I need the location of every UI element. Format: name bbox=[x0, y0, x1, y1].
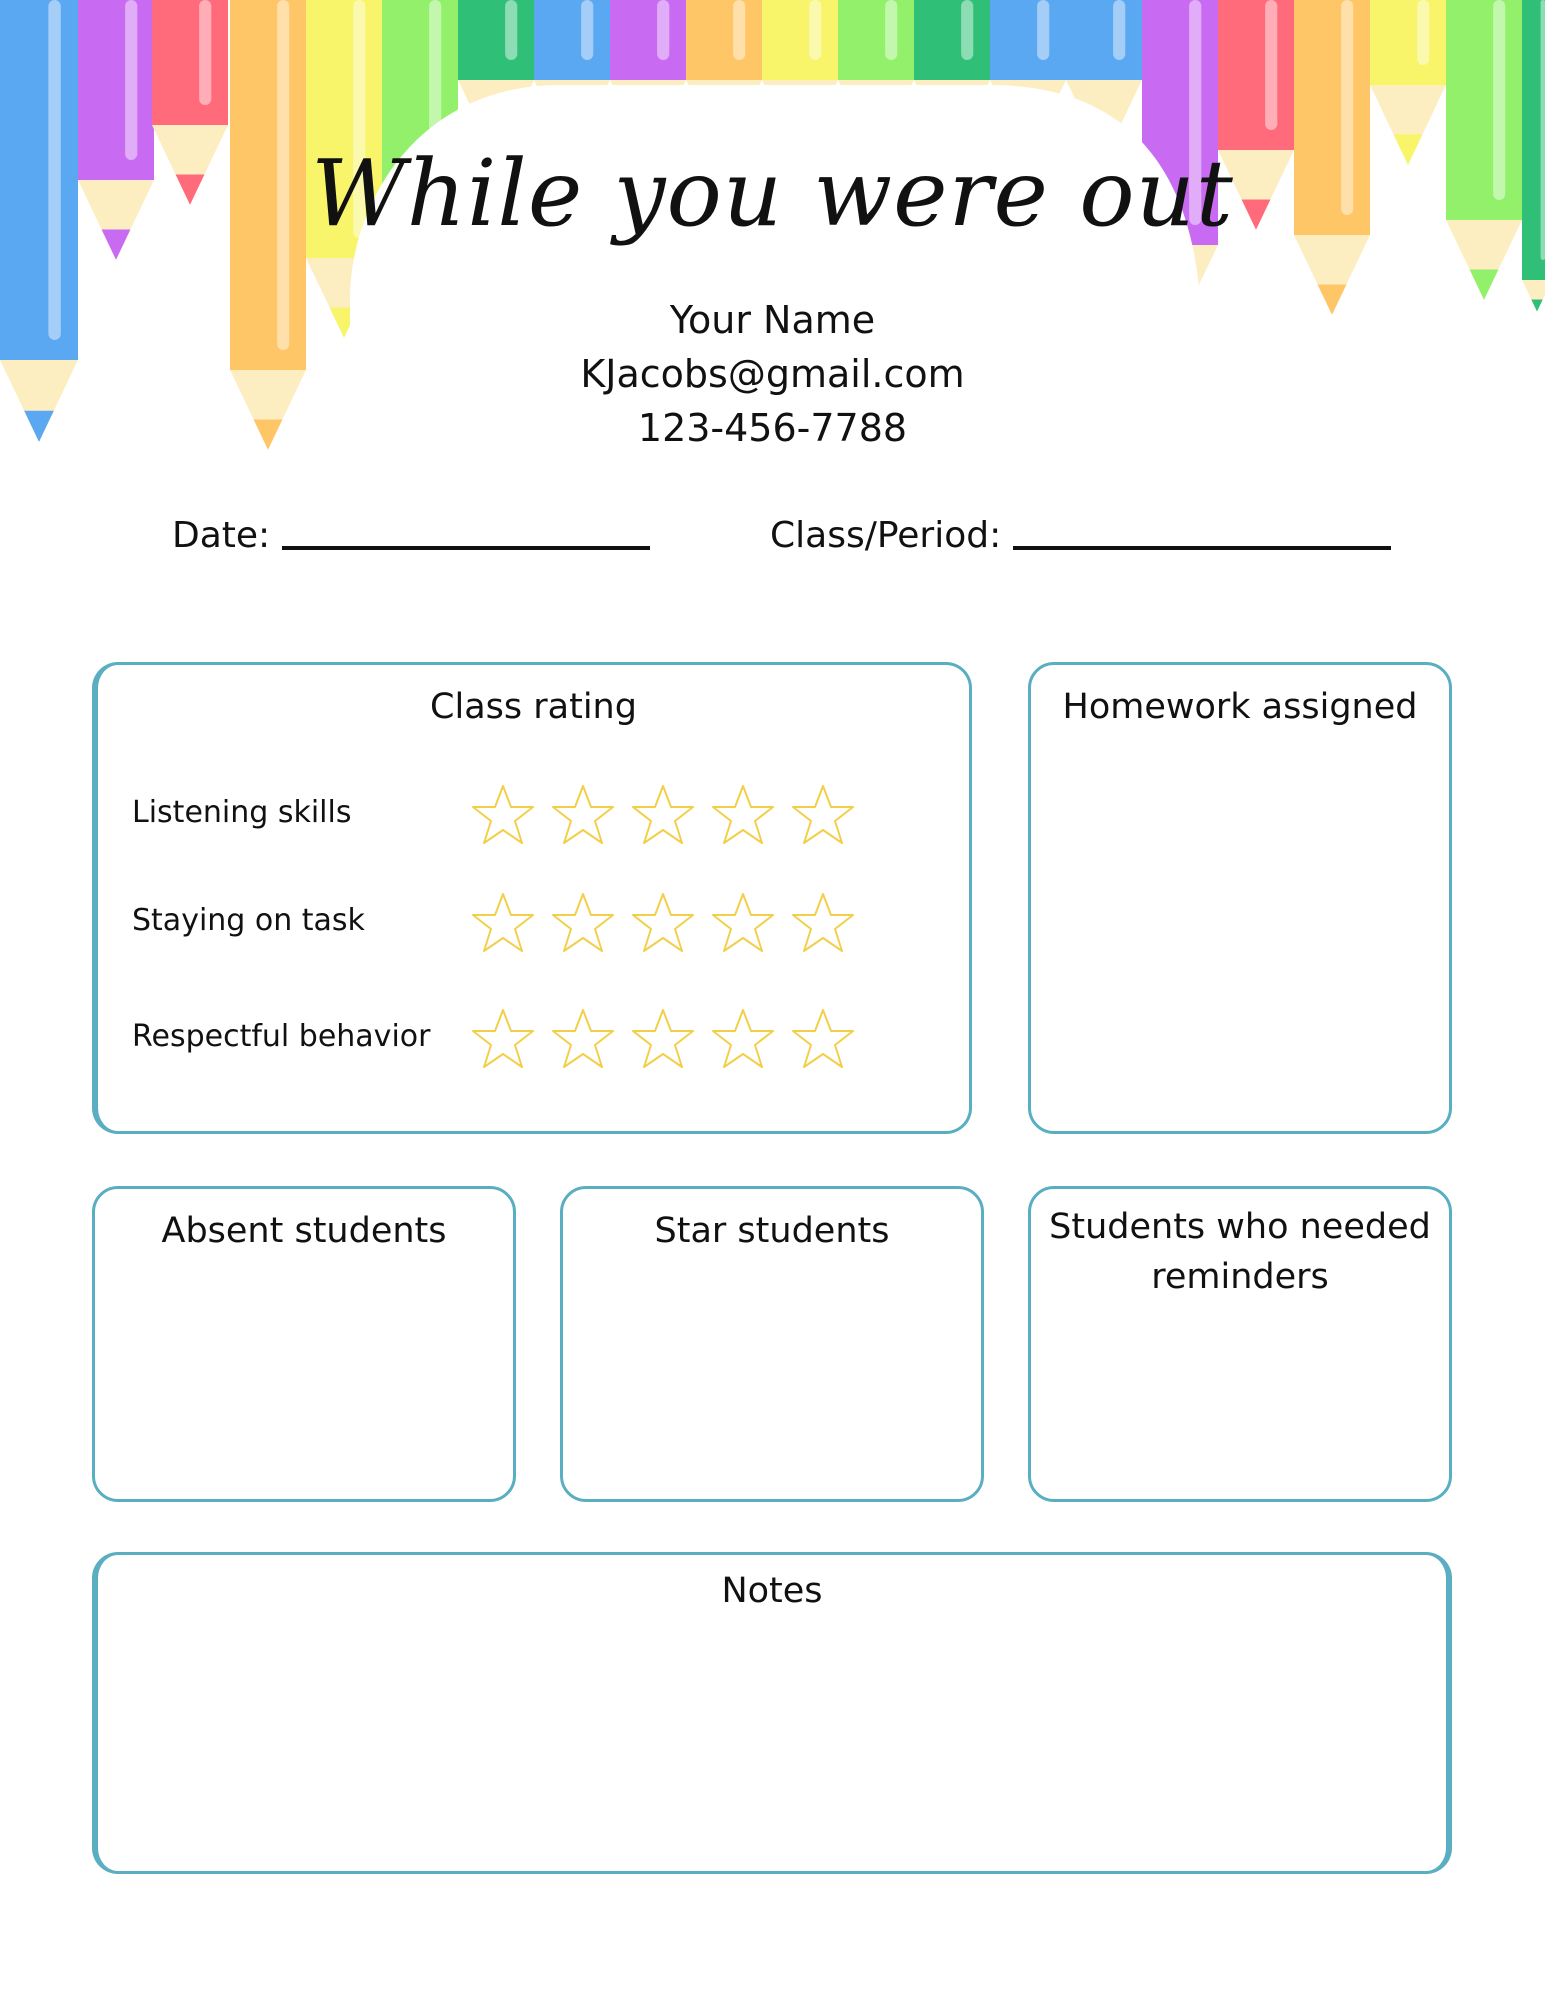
absent-students-title: Absent students bbox=[161, 1211, 447, 1251]
class-rating-box bbox=[92, 662, 972, 1134]
rating-label-respectful: Respectful behavior bbox=[132, 1019, 431, 1054]
stars-on-task bbox=[470, 891, 856, 957]
notes-box[interactable] bbox=[92, 1552, 1452, 1874]
rating-star-icon[interactable] bbox=[470, 1007, 536, 1073]
rating-star-icon[interactable] bbox=[710, 1007, 776, 1073]
class-period-line[interactable] bbox=[1013, 546, 1391, 550]
stars-respectful bbox=[470, 1007, 856, 1073]
date-label: Date: bbox=[172, 515, 271, 556]
rating-star-icon[interactable] bbox=[550, 783, 616, 849]
class-period-field bbox=[770, 515, 1391, 556]
rating-label-on-task: Staying on task bbox=[132, 903, 365, 938]
notes-title: Notes bbox=[721, 1571, 823, 1611]
rating-star-icon[interactable] bbox=[550, 1007, 616, 1073]
reminders-title-line2: reminders bbox=[1151, 1257, 1329, 1297]
reminders-title-line1: Students who needed bbox=[1049, 1207, 1431, 1247]
rating-star-icon[interactable] bbox=[470, 891, 536, 957]
date-field bbox=[172, 515, 650, 556]
teacher-name: Your Name bbox=[669, 298, 876, 342]
rating-star-icon[interactable] bbox=[630, 891, 696, 957]
absent-students-box[interactable] bbox=[92, 1186, 516, 1502]
rating-star-icon[interactable] bbox=[790, 1007, 856, 1073]
rating-star-icon[interactable] bbox=[550, 891, 616, 957]
page-title: While you were out bbox=[311, 140, 1234, 247]
class-rating-title: Class rating bbox=[430, 687, 637, 727]
star-students-box[interactable] bbox=[560, 1186, 984, 1502]
rating-star-icon[interactable] bbox=[710, 783, 776, 849]
rating-star-icon[interactable] bbox=[630, 1007, 696, 1073]
rating-star-icon[interactable] bbox=[630, 783, 696, 849]
rating-star-icon[interactable] bbox=[790, 891, 856, 957]
reminders-box[interactable] bbox=[1028, 1186, 1452, 1502]
rating-star-icon[interactable] bbox=[790, 783, 856, 849]
rating-label-listening: Listening skills bbox=[132, 795, 352, 830]
stars-listening bbox=[470, 783, 856, 849]
homework-box[interactable] bbox=[1028, 662, 1452, 1134]
homework-title: Homework assigned bbox=[1062, 687, 1418, 727]
date-line[interactable] bbox=[282, 546, 650, 550]
class-period-label: Class/Period: bbox=[770, 515, 1002, 556]
rating-star-icon[interactable] bbox=[710, 891, 776, 957]
teacher-email: KJacobs@gmail.com bbox=[580, 352, 965, 396]
star-students-title: Star students bbox=[654, 1211, 890, 1251]
rating-star-icon[interactable] bbox=[470, 783, 536, 849]
teacher-phone: 123-456-7788 bbox=[637, 406, 908, 450]
